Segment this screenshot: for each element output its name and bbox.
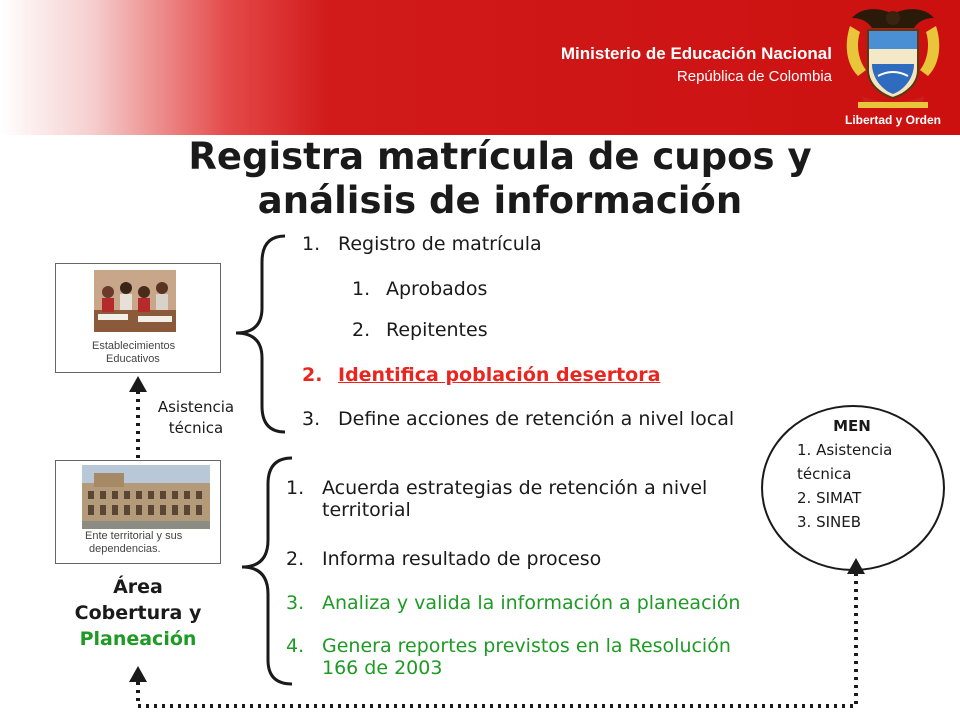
men-line-4: 3. SINEB: [797, 513, 862, 531]
assistance-label: [146, 397, 246, 439]
upper-item-2: 2. Identifica población desertora: [302, 364, 661, 386]
assistance-label-line-1: Asistencia: [157, 398, 235, 416]
republic-name: República de Colombia: [676, 68, 832, 85]
upper-subitem-2: 2. Repitentes: [352, 319, 488, 341]
upper-item-3: 3. Define acciones de retención a nivel local: [302, 408, 735, 430]
upper-item-1: 1. Registro de matrícula: [302, 233, 542, 255]
men-line-3: 2. SIMAT: [797, 489, 862, 507]
title-line-1: Registra matrícula de cupos y: [188, 135, 812, 178]
men-text: [797, 414, 907, 534]
area-label-line-1: Área: [113, 576, 163, 598]
ministry-name: Ministerio de Educación Nacional: [560, 44, 832, 63]
area-label-line-2: Cobertura y: [74, 602, 202, 624]
up-arrow-icon: [129, 376, 147, 392]
title-line-2: análisis de información: [257, 179, 743, 222]
area-label: [48, 574, 228, 652]
lower-item-3: 3. Analiza y valida la información a planeación: [286, 592, 741, 614]
up-arrow-left-icon: [129, 666, 147, 682]
government-building-photo: [82, 465, 210, 529]
lower-item-2: 2. Informa resultado de proceso: [286, 548, 602, 570]
men-title: MEN: [833, 417, 871, 435]
establishments-caption-line-1: Establecimientos: [92, 340, 176, 352]
lower-item-1: 1. Acuerda estrategias de retención a nivel territorial: [286, 477, 708, 521]
area-label-line-3: Planeación: [79, 628, 197, 650]
territorial-caption-line-2: dependencias.: [89, 543, 161, 555]
establishments-caption: [92, 340, 175, 366]
classroom-photo: [94, 270, 176, 332]
territorial-caption: [85, 530, 182, 556]
lower-brace: [242, 458, 292, 684]
territorial-caption-line-1: Ente territorial y sus: [85, 530, 183, 542]
motto-text: Libertad y Orden: [844, 113, 942, 127]
lower-item-4: 4. Genera reportes previstos en la Resolución 166 de 2003: [286, 635, 731, 679]
assistance-label-line-2: técnica: [168, 419, 224, 437]
men-line-1: 1. Asistencia: [797, 441, 893, 459]
upper-subitem-1: 1. Aprobados: [352, 278, 488, 300]
establishments-caption-line-2: Educativos: [106, 353, 160, 365]
men-line-2: técnica: [797, 465, 852, 483]
